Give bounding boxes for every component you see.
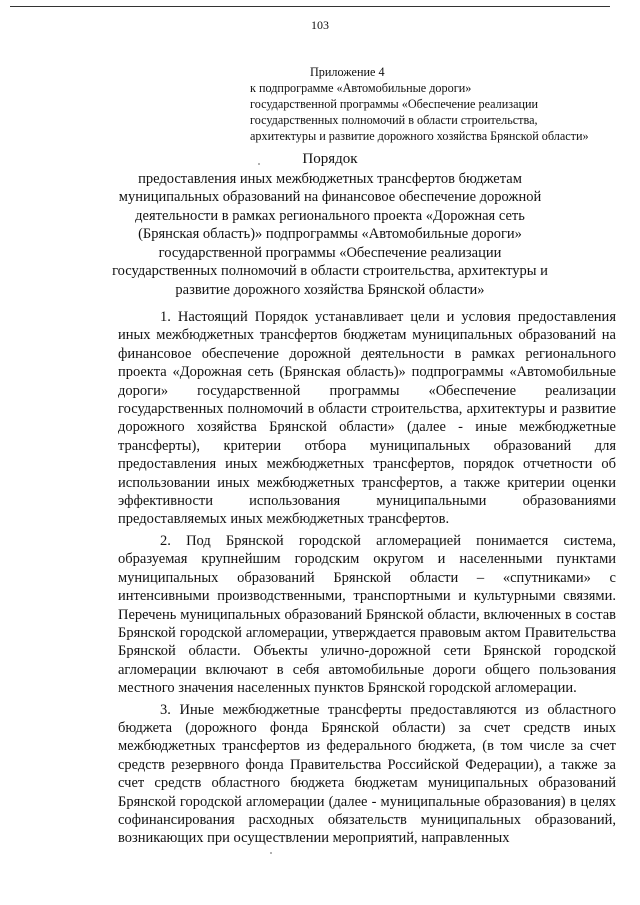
title-subtitle: предоставления иных межбюджетных трансфертов бюджетам муниципальных образований на финансовое обеспечение дорожной деятельности в рамках регионального проекта «Дорожная сеть (Брянская область)» подпрограммы «Автомобильные дороги» государственной программы «Обеспечение реализации государственных полномочий в области строительства, архитектуры и развитие дорожного хозяйства Брянской области» <box>112 170 548 298</box>
document-body <box>118 308 616 848</box>
appendix-line: государственной программы «Обеспечение реализации <box>250 97 539 111</box>
appendix-line: архитектуры и развитие дорожного хозяйства Брянской области» <box>250 129 589 143</box>
document-title <box>110 150 550 299</box>
paragraph-1: 1. Настоящий Порядок устанавливает цели и условия предоставления иных межбюджетных трансфертов бюджетам муниципальных образований на финансовое обеспечение дорожной деятельности в рамках регионального проекта «Дорожная сеть (Брянская область)» подпрограммы «Автомобильные дороги» государственной программы «Обеспечение реализации государственных полномочий в области строительства, архитектуры и развитие дорожного хозяйства Брянской области» (далее - иные межбюджетные трансферты), критерии отбора муниципальных образований для предоставления иных межбюджетных трансфертов, порядок отчетности об использовании иных межбюджетных трансфертов, а также критерии оценки эффективности использования муниципальными образованиями предоставляемых иных межбюджетных трансфертов. <box>118 309 616 528</box>
scan-speck <box>270 852 272 854</box>
top-border-line <box>10 6 610 7</box>
paragraph-3: 3. Иные межбюджетные трансферты предоставляются из областного бюджета (дорожного фонда Брянской области) за счет средств иных межбюджетных трансфертов из федерального бюджета, (в том числе за счет средств резервного фонда Правительства Российской Федерации), а также за счет средств областного бюджета бюджетам муниципальных образований Брянской городской агломерации (далее - муниципальные образования) в целях софинансирования расходных обязательств муниципальных образований, возникающих при осуществлении мероприятий, направленных <box>118 701 616 847</box>
paragraph-2: 2. Под Брянской городской агломерацией понимается система, образуемая крупнейшим городским округом и населенными пунктами муниципальных образований Брянской области – «спутниками» с интенсивными производственными, транспортными и культурными связями. Перечень муниципальных образований Брянской области, включенных в состав Брянской городской агломерации, утверждается правовым актом Правительства Брянской области. Объекты улично-дорожной сети Брянской городской агломерации включают в себя автомобильные дороги общего пользования местного значения населенных пунктов Брянской городской агломерации. <box>118 532 616 697</box>
appendix-line: Приложение 4 <box>310 65 385 79</box>
appendix-header <box>250 64 589 144</box>
appendix-line: государственных полномочий в области строительства, <box>250 113 538 127</box>
page-number: 103 <box>311 18 329 32</box>
scan-speck <box>258 163 260 165</box>
title-heading: Порядок <box>302 151 358 167</box>
appendix-line: к подпрограмме «Автомобильные дороги» <box>250 81 472 95</box>
